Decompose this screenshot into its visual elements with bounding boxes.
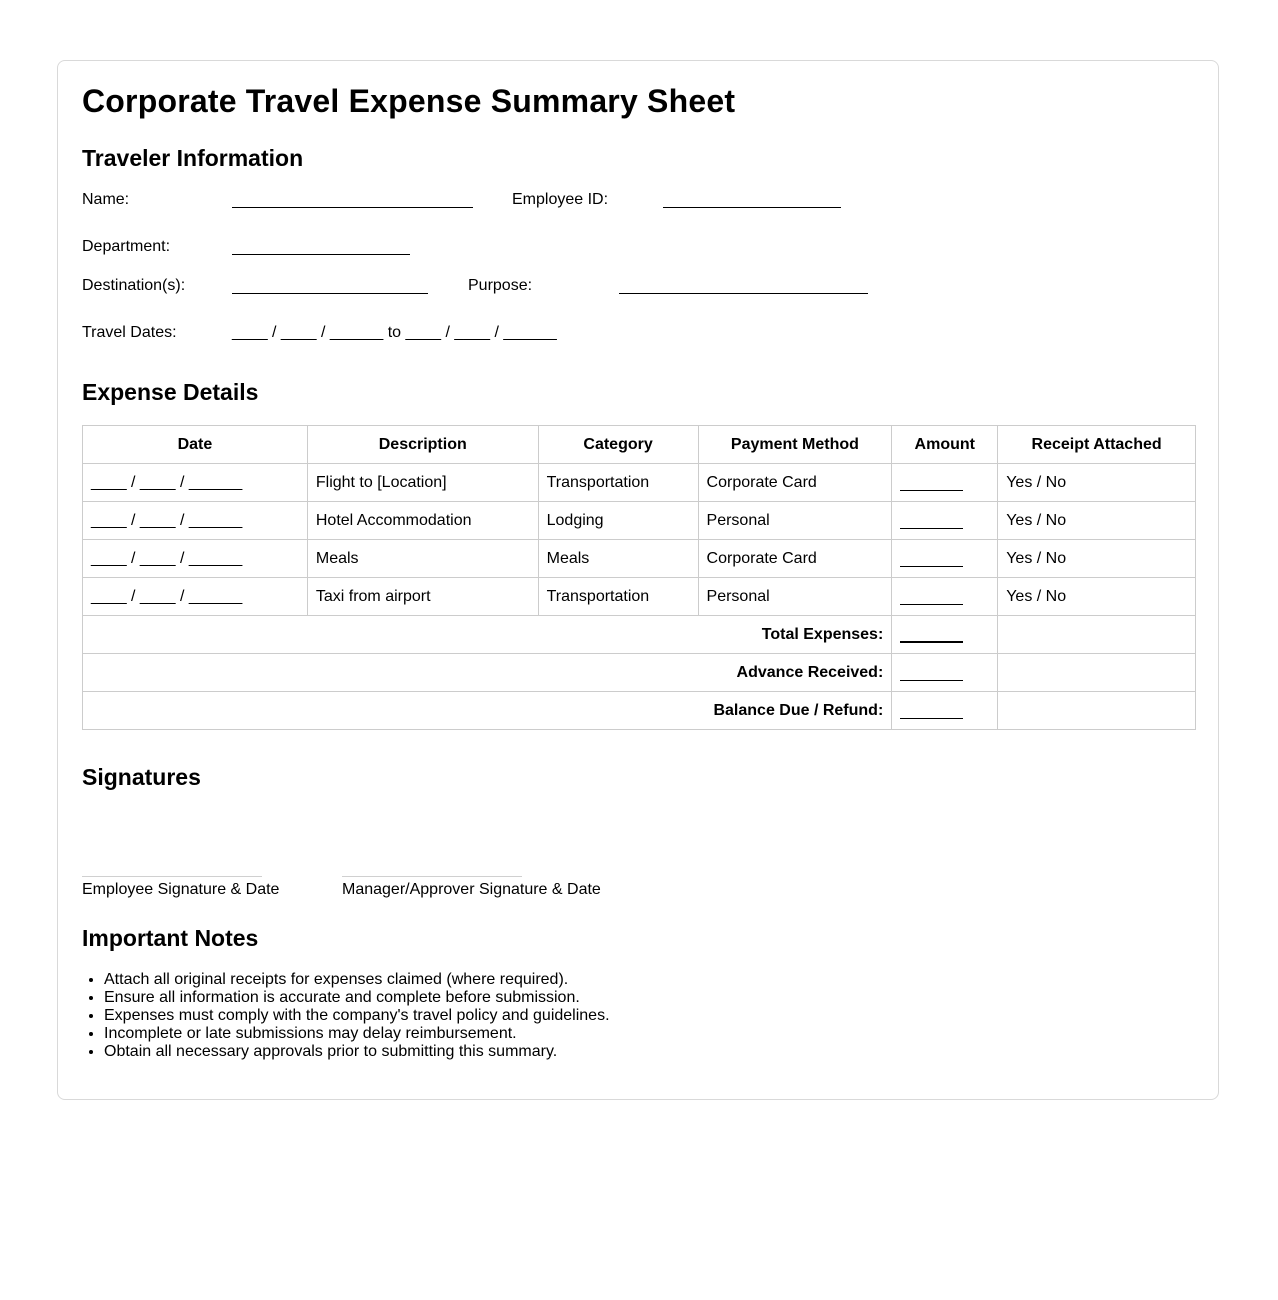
row-date[interactable]: ____ / ____ / ______ xyxy=(83,540,308,578)
row-date[interactable]: ____ / ____ / ______ xyxy=(83,502,308,540)
travel-dates-field[interactable]: ____ / ____ / ______ to ____ / ____ / ______ xyxy=(232,324,557,341)
table-row xyxy=(83,578,1196,616)
row-receipt[interactable]: Yes / No xyxy=(998,578,1196,616)
notes-list xyxy=(82,971,610,1061)
department-field[interactable] xyxy=(232,254,410,255)
list-item: • Incomplete or late submissions may delay reimbursement. xyxy=(104,1025,610,1043)
amount-field[interactable] xyxy=(900,556,963,567)
row-description: Meals xyxy=(307,540,538,578)
destination-label: Destination(s): xyxy=(82,277,186,294)
column-header-payment-method: Payment Method xyxy=(698,426,892,464)
employee-signature-line[interactable] xyxy=(82,876,262,877)
column-header-date: Date xyxy=(83,426,308,464)
row-category: Transportation xyxy=(538,464,698,502)
row-amount xyxy=(892,502,998,540)
column-header-description: Description xyxy=(307,426,538,464)
empty-cell xyxy=(998,692,1196,730)
balance-amount-field[interactable] xyxy=(900,708,963,719)
row-date[interactable]: ____ / ____ / ______ xyxy=(83,578,308,616)
total-amount-cell xyxy=(892,616,998,654)
table-row xyxy=(83,464,1196,502)
column-header-amount: Amount xyxy=(892,426,998,464)
column-header-category: Category xyxy=(538,426,698,464)
name-field[interactable] xyxy=(232,207,473,208)
row-category: Lodging xyxy=(538,502,698,540)
column-header-receipt: Receipt Attached xyxy=(998,426,1196,464)
row-amount xyxy=(892,464,998,502)
empty-cell xyxy=(998,616,1196,654)
expense-sheet-card xyxy=(57,60,1219,1100)
row-payment-method: Corporate Card xyxy=(698,540,892,578)
row-receipt[interactable]: Yes / No xyxy=(998,540,1196,578)
advance-amount-cell xyxy=(892,654,998,692)
balance-amount-cell xyxy=(892,692,998,730)
signatures-heading: Signatures xyxy=(82,764,201,790)
table-row xyxy=(83,540,1196,578)
row-category: Transportation xyxy=(538,578,698,616)
empty-cell xyxy=(998,654,1196,692)
page-title: Corporate Travel Expense Summary Sheet xyxy=(82,83,736,119)
total-expenses-label: Total Expenses: xyxy=(83,616,892,654)
advance-row xyxy=(83,654,1196,692)
row-amount xyxy=(892,578,998,616)
travel-dates-label: Travel Dates: xyxy=(82,324,177,341)
total-row xyxy=(83,616,1196,654)
list-item: • Ensure all information is accurate and complete before submission. xyxy=(104,989,610,1007)
purpose-label: Purpose: xyxy=(468,277,533,294)
balance-row xyxy=(83,692,1196,730)
list-item: • Obtain all necessary approvals prior to submitting this summary. xyxy=(104,1043,610,1061)
name-label: Name: xyxy=(82,191,130,208)
manager-signature-line[interactable] xyxy=(342,876,522,877)
list-item: • Expenses must comply with the company's travel policy and guidelines. xyxy=(104,1007,610,1025)
row-payment-method: Personal xyxy=(698,578,892,616)
row-description: Taxi from airport xyxy=(307,578,538,616)
row-description: Hotel Accommodation xyxy=(307,502,538,540)
row-date[interactable]: ____ / ____ / ______ xyxy=(83,464,308,502)
traveler-info-heading: Traveler Information xyxy=(82,145,304,171)
department-label: Department: xyxy=(82,238,171,255)
advance-received-label: Advance Received: xyxy=(83,654,892,692)
expense-details-heading: Expense Details xyxy=(82,379,259,405)
destination-field[interactable] xyxy=(232,293,428,294)
important-notes-heading: Important Notes xyxy=(82,925,259,951)
row-receipt[interactable]: Yes / No xyxy=(998,464,1196,502)
expense-table xyxy=(82,425,1196,730)
employee-signature-label: Employee Signature & Date xyxy=(82,881,280,898)
manager-signature-label: Manager/Approver Signature & Date xyxy=(342,881,601,898)
table-header-row xyxy=(83,426,1196,464)
row-payment-method: Personal xyxy=(698,502,892,540)
amount-field[interactable] xyxy=(900,518,963,529)
row-payment-method: Corporate Card xyxy=(698,464,892,502)
balance-due-label: Balance Due / Refund: xyxy=(83,692,892,730)
row-amount xyxy=(892,540,998,578)
employee-id-label: Employee ID: xyxy=(512,191,609,208)
list-item: • Attach all original receipts for expenses claimed (where required). xyxy=(104,971,610,989)
table-row xyxy=(83,502,1196,540)
employee-id-field[interactable] xyxy=(663,207,841,208)
advance-amount-field[interactable] xyxy=(900,670,963,681)
amount-field[interactable] xyxy=(900,480,963,491)
total-amount-field[interactable] xyxy=(900,631,963,643)
row-receipt[interactable]: Yes / No xyxy=(998,502,1196,540)
row-description: Flight to [Location] xyxy=(307,464,538,502)
purpose-field[interactable] xyxy=(619,293,868,294)
amount-field[interactable] xyxy=(900,594,963,605)
row-category: Meals xyxy=(538,540,698,578)
